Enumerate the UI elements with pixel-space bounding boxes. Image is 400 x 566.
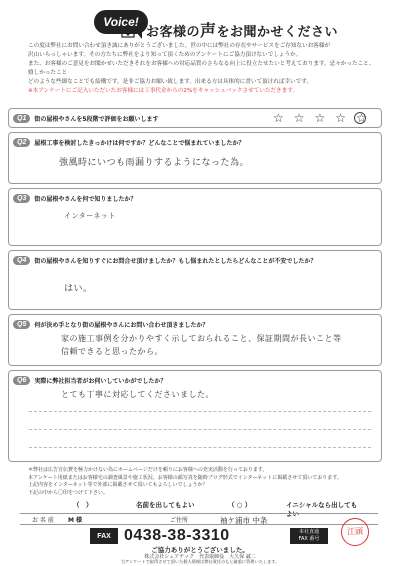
question-4: Q4 街の屋根やさんを知りすぐにお問合せ頂けましたか？もし悩まれたとしたらどんなことが不安でしたか？ はい。 (8, 250, 382, 310)
footer-thanks: ご協力ありがとうございました。 (151, 546, 249, 554)
publication-note: ＊弊社は広告宣伝費を極力かけない為にホームページだけを頼りにお客様への充実活動を行っております。 本アンケート用紙またはお客様宅の調査風景や施工状況、お客様の顔写真を随時ブログ形式でインターネットに掲載させて頂いております。 上記内容をインターネット等で外部に掲載させて頂いてもよろしいでしょうか？ 下記の中から〇印をつけて下さい。 (28, 467, 342, 496)
answer-3: インターネット (64, 212, 116, 220)
intro-text: この度は弊社にお問い合わせ頂き誠にありがとうございました。世の中には弊社の存在やサービスをご存知ないお客様が 沢山いらっしゃいます。その方たちに弊社をより知って頂くためのアンケートにご協力頂けないでしょうか。 また、お客様のご意見をお聞かせいただきそれをお客様への対応品質のさらなる向上に役立たせたいと考えております。忌々かったこと、嬉しかったこと どのような些細なことでも結構です。是非ご協力お願い致します。出来る方は具体的に書いて頂ければ幸いです。 ※本アンケートにご記入いただいたお客様には工事代金からの2%をキャッシュバックさせていただきます。 (28, 43, 375, 94)
name-value[interactable]: M 様 (68, 517, 83, 524)
consent-option-2: イニシャルなら出してもよい (286, 501, 358, 518)
star-icon[interactable]: ☆ (273, 111, 284, 125)
answer-5-line2: 信頼できると思ったから。 (61, 347, 163, 356)
consent-option-1-paren[interactable]: （ ） (73, 501, 93, 509)
inspector-stamp: 江頭 (341, 518, 369, 546)
fax-badge: 本社直通 FAX 番号 (290, 528, 328, 544)
rating-stars[interactable] (273, 111, 367, 125)
voice-label: Voice! (103, 15, 139, 29)
ruled-line (29, 447, 371, 448)
question-6: Q6 実際に弊社担当者がお伺いしていかがでしたか？ とても丁寧に対応してくださいました。 (8, 370, 382, 462)
consent-option-1: 名前を出してもよい (136, 501, 195, 509)
ruled-line (29, 411, 371, 412)
consent-option-2-paren[interactable]: （ ○ ） (228, 501, 252, 509)
footer-company: 株式会社シェアテック 代表取締役 大久保 誠二 (144, 554, 256, 560)
question-3: Q3 街の屋根やさんを何で知りましたか？ インターネット (8, 188, 382, 246)
footer-privacy: 当アンケートで取得させて頂いた個人情報は弊社責任のもと厳重に管理いたします。 (120, 559, 280, 564)
answer-5-line1: 家の施工事例を分かりやすく示しておられること、保証期間が長いこと等 (61, 334, 342, 343)
page-header (0, 6, 400, 40)
ruled-line (29, 429, 371, 430)
answer-4: はい。 (64, 284, 93, 294)
fax-number: 0438-38-3310 (124, 527, 230, 544)
address-label: ご住所 (170, 517, 189, 524)
star-icon[interactable]: ☆ (335, 111, 347, 125)
answer-2: 強風時にいつも雨漏りするようになった為。 (59, 158, 250, 168)
name-label: お 名 前 (32, 517, 54, 524)
fax-label: FAX (90, 528, 118, 544)
star-icon[interactable]: ☆ (293, 111, 305, 125)
house-icon (118, 24, 138, 38)
question-5: Q5 何が決め手となり街の屋根やさんにお問い合わせ頂きましたか？ 家の施工事例を分かりやすく示しておられること、保証期間が長いこと等 信頼できると思ったから。 (8, 314, 382, 366)
star-icon[interactable]: ☆ (356, 111, 367, 125)
question-2: Q2 屋根工事を検討したきっかけは何ですか？どんなことで悩まれていましたか？ 強風時にいつも雨漏りするようになった為。 (8, 132, 382, 184)
name-address-row (20, 513, 378, 525)
star-icon[interactable]: ☆ (314, 111, 326, 125)
answer-6: とても丁寧に対応してくださいました。 (61, 390, 214, 399)
consent-options (28, 500, 358, 518)
question-1: Q1 街の屋根やさんを5段階で評価をお願いします ☆ ☆ ☆ ☆ ☆ (8, 108, 382, 128)
rating-circle-mark (354, 112, 366, 124)
fax-block (90, 528, 328, 544)
address-value[interactable]: 袖ケ浦市 中条 (220, 516, 268, 525)
page-title: お客様の声をお聞かせください (146, 21, 339, 40)
